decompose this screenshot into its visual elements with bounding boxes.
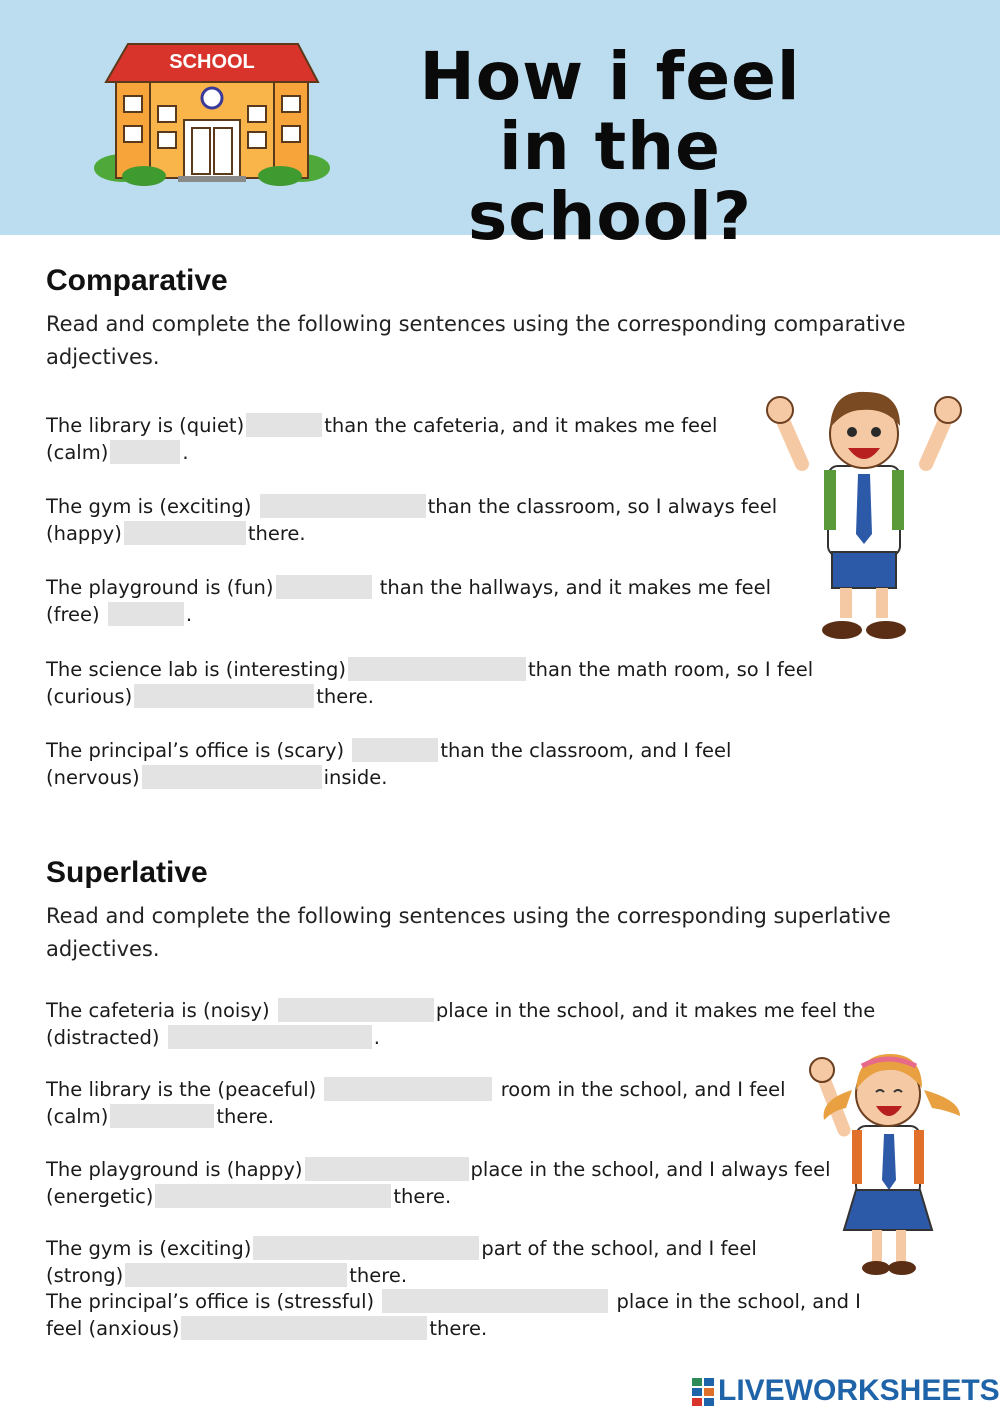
title-line-1: How i feel — [419, 38, 801, 115]
answer-blank[interactable] — [382, 1289, 608, 1313]
comparative-sentence-2-line-1: The gym is (exciting) than the classroom, so I always feel — [46, 495, 778, 518]
answer-blank[interactable] — [276, 575, 372, 599]
comparative-sentence-5-line-1: The principal’s office is (scary) than the classroom, and I feel — [46, 739, 732, 762]
superlative-sentence-3-line-1: The playground is (happy) place in the school, and I always feel — [46, 1158, 831, 1181]
superlative-sentence-4-line-2: (strong) there. — [46, 1264, 408, 1287]
boy-cheering-illustration — [762, 374, 966, 644]
comparative-instructions: Read and complete the following sentences using the corresponding comparative adjectives. — [46, 312, 906, 369]
comparative-sentence-2-line-2: (happy) there. — [46, 522, 306, 545]
liveworksheets-brand[interactable]: LIVEWORKSHEETS — [718, 1374, 1000, 1407]
superlative-sentence-2-line-2: (calm) there. — [46, 1105, 275, 1128]
superlative-sentence-1-line-1: The cafeteria is (noisy) place in the school, and it makes me feel the — [46, 999, 876, 1022]
superlative-sentence-3-line-2: (energetic) there. — [46, 1185, 452, 1208]
comparative-sentence-3-line-2: (free) . — [46, 603, 193, 626]
liveworksheets-logo-icon — [692, 1374, 716, 1410]
answer-blank[interactable] — [348, 657, 526, 681]
answer-blank[interactable] — [108, 602, 184, 626]
answer-blank[interactable] — [125, 1263, 347, 1287]
answer-blank[interactable] — [181, 1316, 427, 1340]
superlative-heading: Superlative — [46, 856, 208, 889]
superlative-sentence-4-line-1: The gym is (exciting) part of the school, and I feel — [46, 1237, 757, 1260]
comparative-sentence-1-line-1: The library is (quiet) than the cafeteria, and it makes me feel — [46, 414, 718, 437]
answer-blank[interactable] — [246, 413, 322, 437]
superlative-sentence-1-line-2: (distracted) . — [46, 1026, 380, 1049]
comparative-sentence-4-line-2: (curious) there. — [46, 685, 374, 708]
answer-blank[interactable] — [134, 684, 314, 708]
answer-blank[interactable] — [352, 738, 438, 762]
school-building-illustration — [92, 40, 332, 190]
page-title — [360, 38, 860, 255]
superlative-sentence-5-line-1: The principal’s office is (stressful) place in the school, and I — [46, 1290, 861, 1313]
comparative-sentence-5-line-2: (nervous) inside. — [46, 766, 388, 789]
answer-blank[interactable] — [324, 1077, 492, 1101]
superlative-instructions: Read and complete the following sentences using the corresponding superlative adjectives. — [46, 904, 891, 961]
superlative-sentence-2-line-1: The library is the (peaceful) room in the school, and I feel — [46, 1078, 786, 1101]
answer-blank[interactable] — [278, 998, 434, 1022]
answer-blank[interactable] — [142, 765, 322, 789]
school-sign-text: SCHOOL — [169, 51, 255, 73]
title-line-2: in the school? — [468, 108, 752, 255]
girl-cheering-illustration — [800, 1030, 970, 1280]
comparative-heading: Comparative — [46, 264, 228, 297]
answer-blank[interactable] — [110, 1104, 214, 1128]
comparative-sentence-1-line-2: (calm) . — [46, 441, 189, 464]
answer-blank[interactable] — [253, 1236, 479, 1260]
answer-blank[interactable] — [260, 494, 426, 518]
answer-blank[interactable] — [168, 1025, 372, 1049]
comparative-sentence-4-line-1: The science lab is (interesting) than the math room, so I feel — [46, 658, 814, 681]
answer-blank[interactable] — [305, 1157, 469, 1181]
answer-blank[interactable] — [124, 521, 246, 545]
comparative-sentence-3-line-1: The playground is (fun) than the hallways, and it makes me feel — [46, 576, 772, 599]
superlative-sentence-5-line-2: feel (anxious) there. — [46, 1317, 488, 1340]
answer-blank[interactable] — [155, 1184, 391, 1208]
answer-blank[interactable] — [110, 440, 180, 464]
